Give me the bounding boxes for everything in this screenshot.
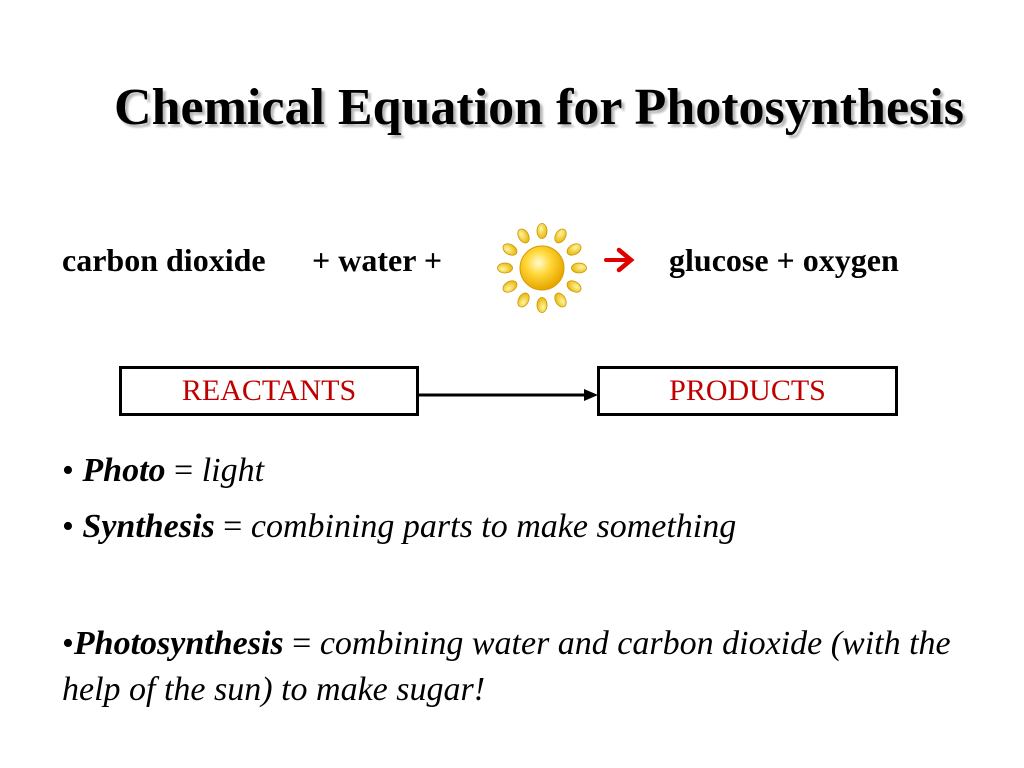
reactants-box: REACTANTS (119, 366, 419, 416)
right-arrow-icon (604, 246, 638, 274)
products-glucose-oxygen: glucose + oxygen (669, 242, 899, 278)
reactants-to-products-arrow (418, 388, 598, 402)
definition-synthesis: combining parts to make something (250, 508, 737, 545)
equals-sign: = (223, 508, 243, 545)
sun-icon (496, 222, 588, 314)
products-box: PRODUCTS (597, 366, 898, 416)
definition-photosynthesis: combining water and carbon dioxide (with the help of the sun) to make sugar! (62, 625, 951, 708)
bullet-marker: • (62, 452, 74, 489)
equals-sign: = (292, 625, 312, 662)
bullet-marker: • (62, 625, 74, 662)
bullet-synthesis (62, 508, 736, 546)
bullet-marker: • (62, 508, 74, 545)
equals-sign: = (174, 452, 194, 489)
reactant-water: + water + (312, 242, 443, 278)
term-photosynthesis: Photosynthesis (73, 625, 284, 662)
term-photo: Photo (82, 452, 166, 489)
slide-title: Chemical Equation for Photosynthesis (114, 79, 964, 136)
term-synthesis: Synthesis (82, 508, 215, 545)
definition-photo: light (201, 452, 265, 489)
reactant-carbon-dioxide: carbon dioxide (62, 242, 266, 278)
bullet-photo (62, 452, 264, 490)
bullet-photosynthesis (62, 621, 962, 713)
